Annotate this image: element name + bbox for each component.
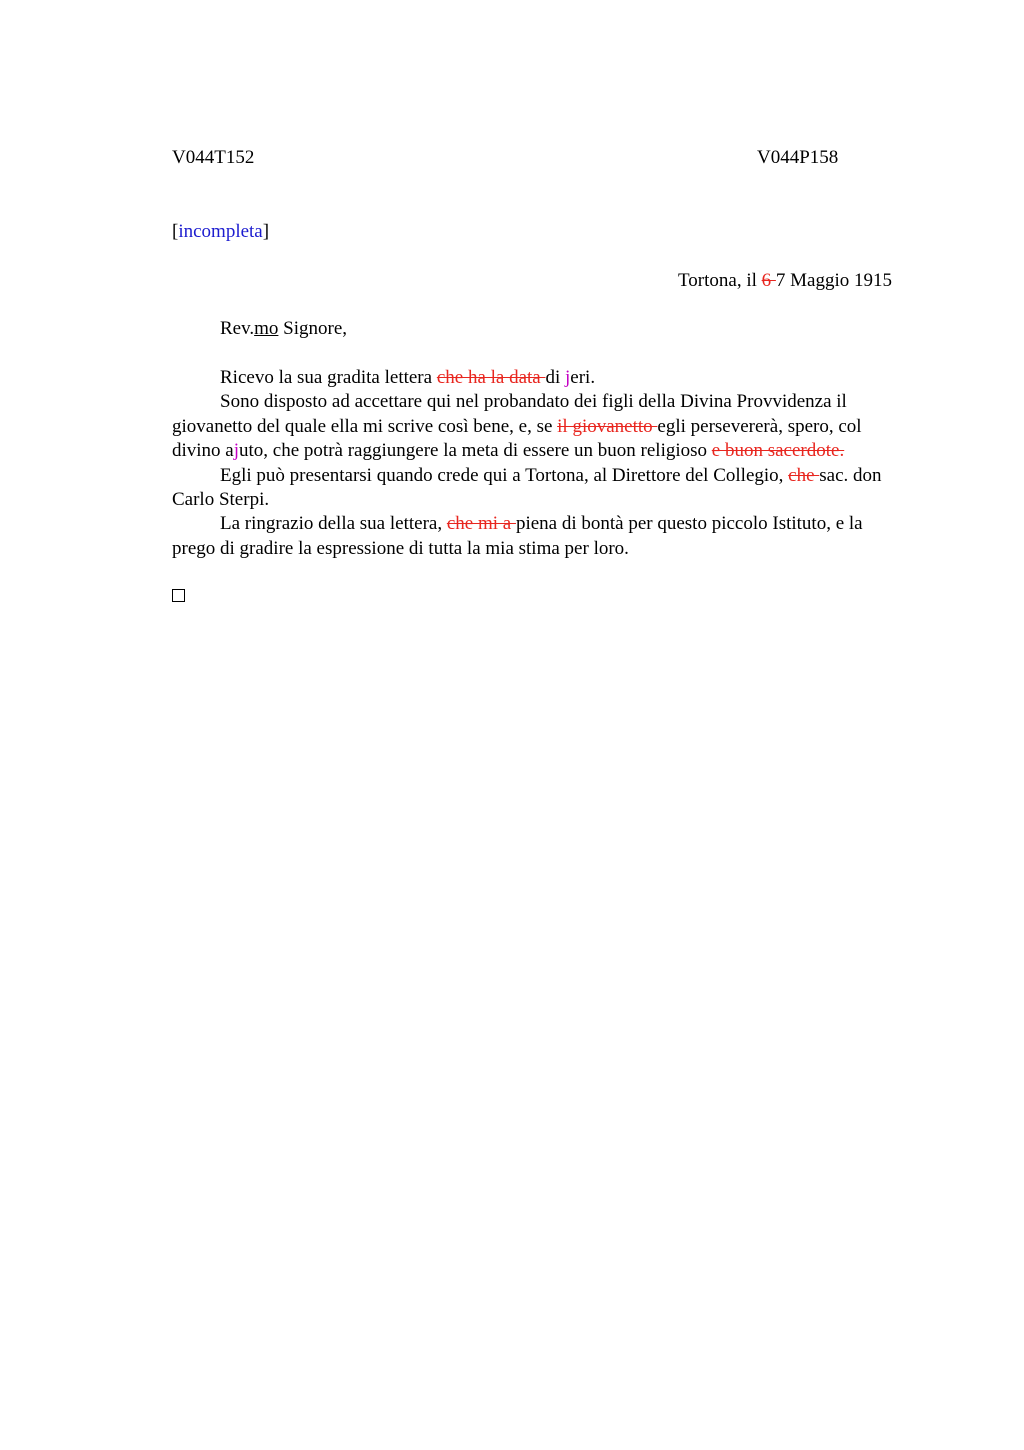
paragraph-3: [172, 464, 896, 513]
p1-text-b: di: [545, 367, 566, 388]
letter-body: [172, 366, 896, 561]
p4-text-a: La ringrazio della sua lettera,: [220, 513, 447, 535]
status-note-open-bracket: [: [172, 221, 179, 242]
paragraph-2: [172, 390, 896, 463]
paragraph-4: [172, 512, 896, 561]
p4-deletion: che mi a: [446, 513, 516, 535]
salutation: [220, 317, 347, 341]
p2-deletion-2: e buon sacerdote.: [711, 440, 845, 462]
end-marker-square-icon: [172, 589, 185, 602]
p2-deletion-1: il giovanetto: [557, 415, 658, 437]
header-left-code: V044T152: [172, 147, 255, 168]
salutation-underlined: mo: [254, 318, 279, 339]
status-note-label: incompleta: [178, 221, 263, 242]
salutation-before: Rev.: [220, 318, 255, 339]
p2-text-c: uto, che potrà raggiungere la meta di essere un buon religioso: [239, 440, 712, 462]
salutation-after: Signore,: [278, 318, 348, 339]
paragraph-1: [172, 366, 896, 390]
p2-text-a: Sono disposto ad accettare qui nel probandato dei figli della Divina Provvidenza il giovanetto del quale ella mi scrive così bene, e, se: [172, 391, 847, 437]
dateline-deleted-day: 6: [761, 270, 776, 291]
status-note: [172, 220, 269, 244]
p1-deletion: che ha la data: [436, 367, 546, 388]
p3-text-a: Egli può presentarsi quando crede qui a Tortona, al Direttore del Collegio,: [220, 464, 789, 486]
dateline: [678, 269, 892, 293]
dateline-prefix: Tortona, il: [678, 270, 762, 291]
dateline-rest: 7 Maggio 1915: [775, 270, 892, 291]
p4-text-b: piena di bontà per questo piccolo Istituto, e la prego di gradire la espressione di tutta la mia stima per loro.: [172, 513, 863, 559]
p2-insertion: j: [233, 440, 240, 462]
header-right-code: V044P158: [757, 147, 839, 168]
p1-text-c: eri.: [570, 367, 596, 388]
p3-text-b: sac. don Carlo Sterpi.: [172, 464, 882, 511]
p2-text-b: egli persevererà, spero, col divino a: [172, 415, 862, 462]
status-note-close-bracket: ]: [262, 221, 270, 242]
p1-insertion: j: [565, 367, 571, 388]
p1-text-a: Ricevo la sua gradita lettera: [220, 367, 437, 388]
p3-deletion: che: [788, 464, 820, 486]
